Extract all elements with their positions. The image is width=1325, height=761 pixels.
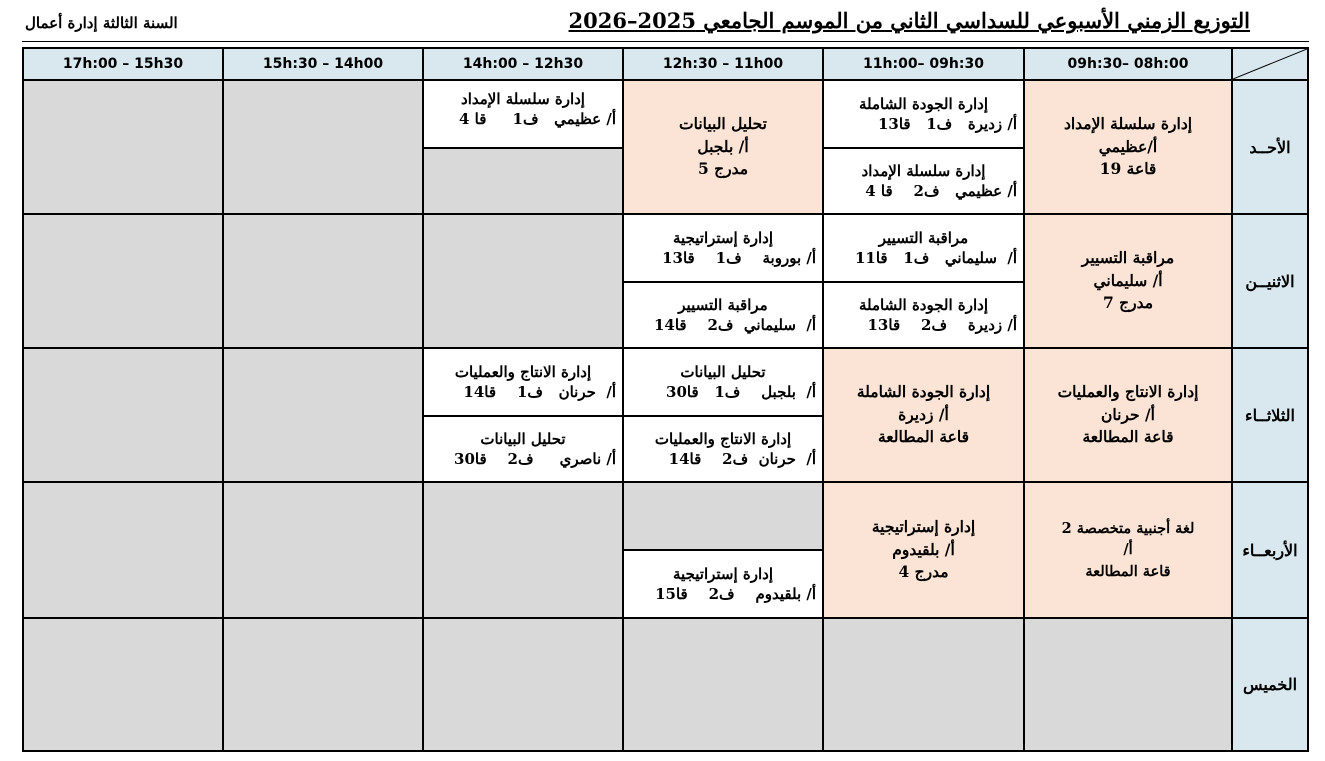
- day-monday: الاثنيــن: [1233, 215, 1307, 349]
- course-name: إدارة إستراتيجية: [673, 564, 773, 583]
- instructor-group-room: أ/ ناصري ف2 قا30: [454, 450, 616, 468]
- instructor-group-room: أ/ سليماني ف1 قا11: [854, 249, 1017, 267]
- monday-slot-1: [1025, 215, 1233, 349]
- instructor-group-room: أ/ زديرة ف1 قا13: [877, 115, 1017, 133]
- tuesday-slot-1: [1025, 349, 1233, 483]
- sunday-slot-2-group-2: [824, 149, 1025, 215]
- monday-slot-2-group-1: [824, 215, 1025, 283]
- course-name: إدارة الانتاج والعمليات: [454, 362, 592, 381]
- instructor-group-room: أ/ زديرة ف2 قا13: [867, 316, 1017, 334]
- course-name: إدارة سلسلة الإمداد: [861, 161, 986, 180]
- course-name: مراقبة التسيير: [1081, 248, 1175, 268]
- empty-slot: [24, 215, 224, 349]
- wednesday-slot-2: [824, 483, 1025, 619]
- tuesday-slot-3-group-2: [624, 417, 824, 483]
- empty-slot: [224, 349, 424, 483]
- instructor: أ/ سليماني: [1093, 270, 1163, 290]
- course-name: مراقبة التسيير: [878, 228, 969, 247]
- empty-slot: [24, 81, 224, 215]
- monday-slot-2-group-2: [824, 283, 1025, 349]
- monday-slot-3-group-1: [624, 215, 824, 283]
- timeslot-header-5: 15h:30 – 14h00: [224, 49, 424, 81]
- course-name: لغة أجنبية متخصصة 2: [1061, 520, 1195, 538]
- instructor-group-room: أ/ حرنان ف2 قا14: [668, 450, 816, 468]
- empty-slot: [624, 483, 824, 551]
- tuesday-slot-4-group-2: [424, 417, 624, 483]
- instructor: أ/: [1123, 541, 1133, 559]
- instructor: أ/ بلقيدوم: [892, 539, 955, 559]
- day-thursday: الخميس: [1233, 619, 1307, 750]
- sunday-slot-1: [1025, 81, 1233, 215]
- timeslot-header-6: 17h:00 – 15h30: [24, 49, 224, 81]
- room: مدرج 7: [1102, 293, 1154, 313]
- course-name: تحليل البيانات: [679, 114, 767, 134]
- room: مدرج 5: [697, 159, 749, 179]
- timeslot-header-4: 14h:00 – 12h30: [424, 49, 624, 81]
- sunday-slot-4-group-1: [424, 81, 624, 149]
- tuesday-slot-3-group-1: [624, 349, 824, 417]
- room: قاعة المطالعة: [1085, 562, 1171, 580]
- tuesday-slot-2: [824, 349, 1025, 483]
- wednesday-slot-1: [1025, 483, 1233, 619]
- course-name: مراقبة التسيير: [678, 295, 768, 314]
- empty-slot: [224, 483, 424, 619]
- room: مدرج 4: [898, 562, 949, 582]
- monday-slot-3-group-2: [624, 283, 824, 349]
- empty-slot: [224, 619, 424, 750]
- course-name: إدارة إستراتيجية: [871, 517, 976, 537]
- instructor-group-room: أ/ بوروبة ف1 قا13: [662, 249, 816, 267]
- instructor: أ/ حرنان: [1101, 404, 1155, 424]
- corner-cell: [1233, 49, 1307, 81]
- instructor-group-room: أ/ بلجبل ف1 قا30: [666, 383, 816, 401]
- wednesday-slot-3-group-2: [624, 551, 824, 619]
- empty-slot: [424, 619, 624, 750]
- empty-slot: [424, 149, 624, 215]
- empty-slot: [24, 483, 224, 619]
- empty-slot: [424, 215, 624, 349]
- course-name: إدارة الجودة الشاملة: [858, 295, 988, 314]
- timeslot-header-2: 11h:00– 09h:30: [824, 49, 1025, 81]
- empty-slot: [24, 619, 224, 750]
- room: قاعة المطالعة: [1082, 427, 1174, 447]
- timeslot-header-3: 12h:30 – 11h00: [624, 49, 824, 81]
- day-wednesday: الأربعــاء: [1233, 483, 1307, 619]
- empty-slot: [224, 215, 424, 349]
- tuesday-slot-4-group-1: [424, 349, 624, 417]
- timetable-grid: [22, 47, 1309, 752]
- course-name: إدارة الجودة الشاملة: [856, 382, 991, 402]
- instructor: أ/ زديرة: [898, 404, 949, 424]
- empty-slot: [224, 81, 424, 215]
- course-name: إدارة إستراتيجية: [673, 228, 773, 247]
- room: قاعة المطالعة: [877, 427, 970, 447]
- page-title: التوزيع الزمني الأسبوعي للسداسي الثاني من الموسم الجامعي 2025–2026: [568, 8, 1250, 33]
- empty-slot: [624, 619, 824, 750]
- course-name: تحليل البيانات: [680, 362, 766, 381]
- course-name: إدارة الانتاج والعمليات: [1057, 382, 1199, 402]
- sunday-slot-3: [624, 81, 824, 215]
- empty-slot: [24, 349, 224, 483]
- instructor-group-room: أ/ حرنان ف1 قا14: [463, 383, 616, 401]
- instructor-group-room: أ/ عظيمي ف1 قا 4: [459, 110, 616, 129]
- day-tuesday: الثلاثــاء: [1233, 349, 1307, 483]
- page-subtitle: السنة الثالثة إدارة أعمال: [25, 14, 178, 32]
- timeslot-header-1: 09h:30– 08h:00: [1025, 49, 1233, 81]
- empty-slot: [424, 483, 624, 619]
- instructor-group-room: أ/ سليماني ف2 قا14: [653, 316, 816, 334]
- empty-slot: [824, 619, 1025, 750]
- sunday-slot-2-group-1: [824, 81, 1025, 149]
- course-name: إدارة سلسلة الإمداد: [461, 90, 585, 108]
- instructor: أ/ بلجبل: [697, 136, 749, 156]
- course-name: إدارة الجودة الشاملة: [858, 94, 988, 113]
- course-name: تحليل البيانات: [480, 429, 566, 448]
- diagonal-line-icon: [1233, 49, 1307, 79]
- instructor: أ/عظيمي: [1098, 136, 1158, 156]
- course-name: إدارة الانتاج والعمليات: [654, 429, 792, 448]
- room: قاعة 19: [1099, 159, 1157, 179]
- instructor-group-room: أ/ بلقيدوم ف2 قا15: [655, 585, 816, 603]
- empty-slot: [1025, 619, 1233, 750]
- course-name: إدارة سلسلة الإمداد: [1063, 114, 1193, 134]
- day-sunday: الأحــد: [1233, 81, 1307, 215]
- instructor-group-room: أ/ عظيمي ف2 قا 4: [865, 182, 1017, 200]
- header-divider: [22, 41, 1309, 42]
